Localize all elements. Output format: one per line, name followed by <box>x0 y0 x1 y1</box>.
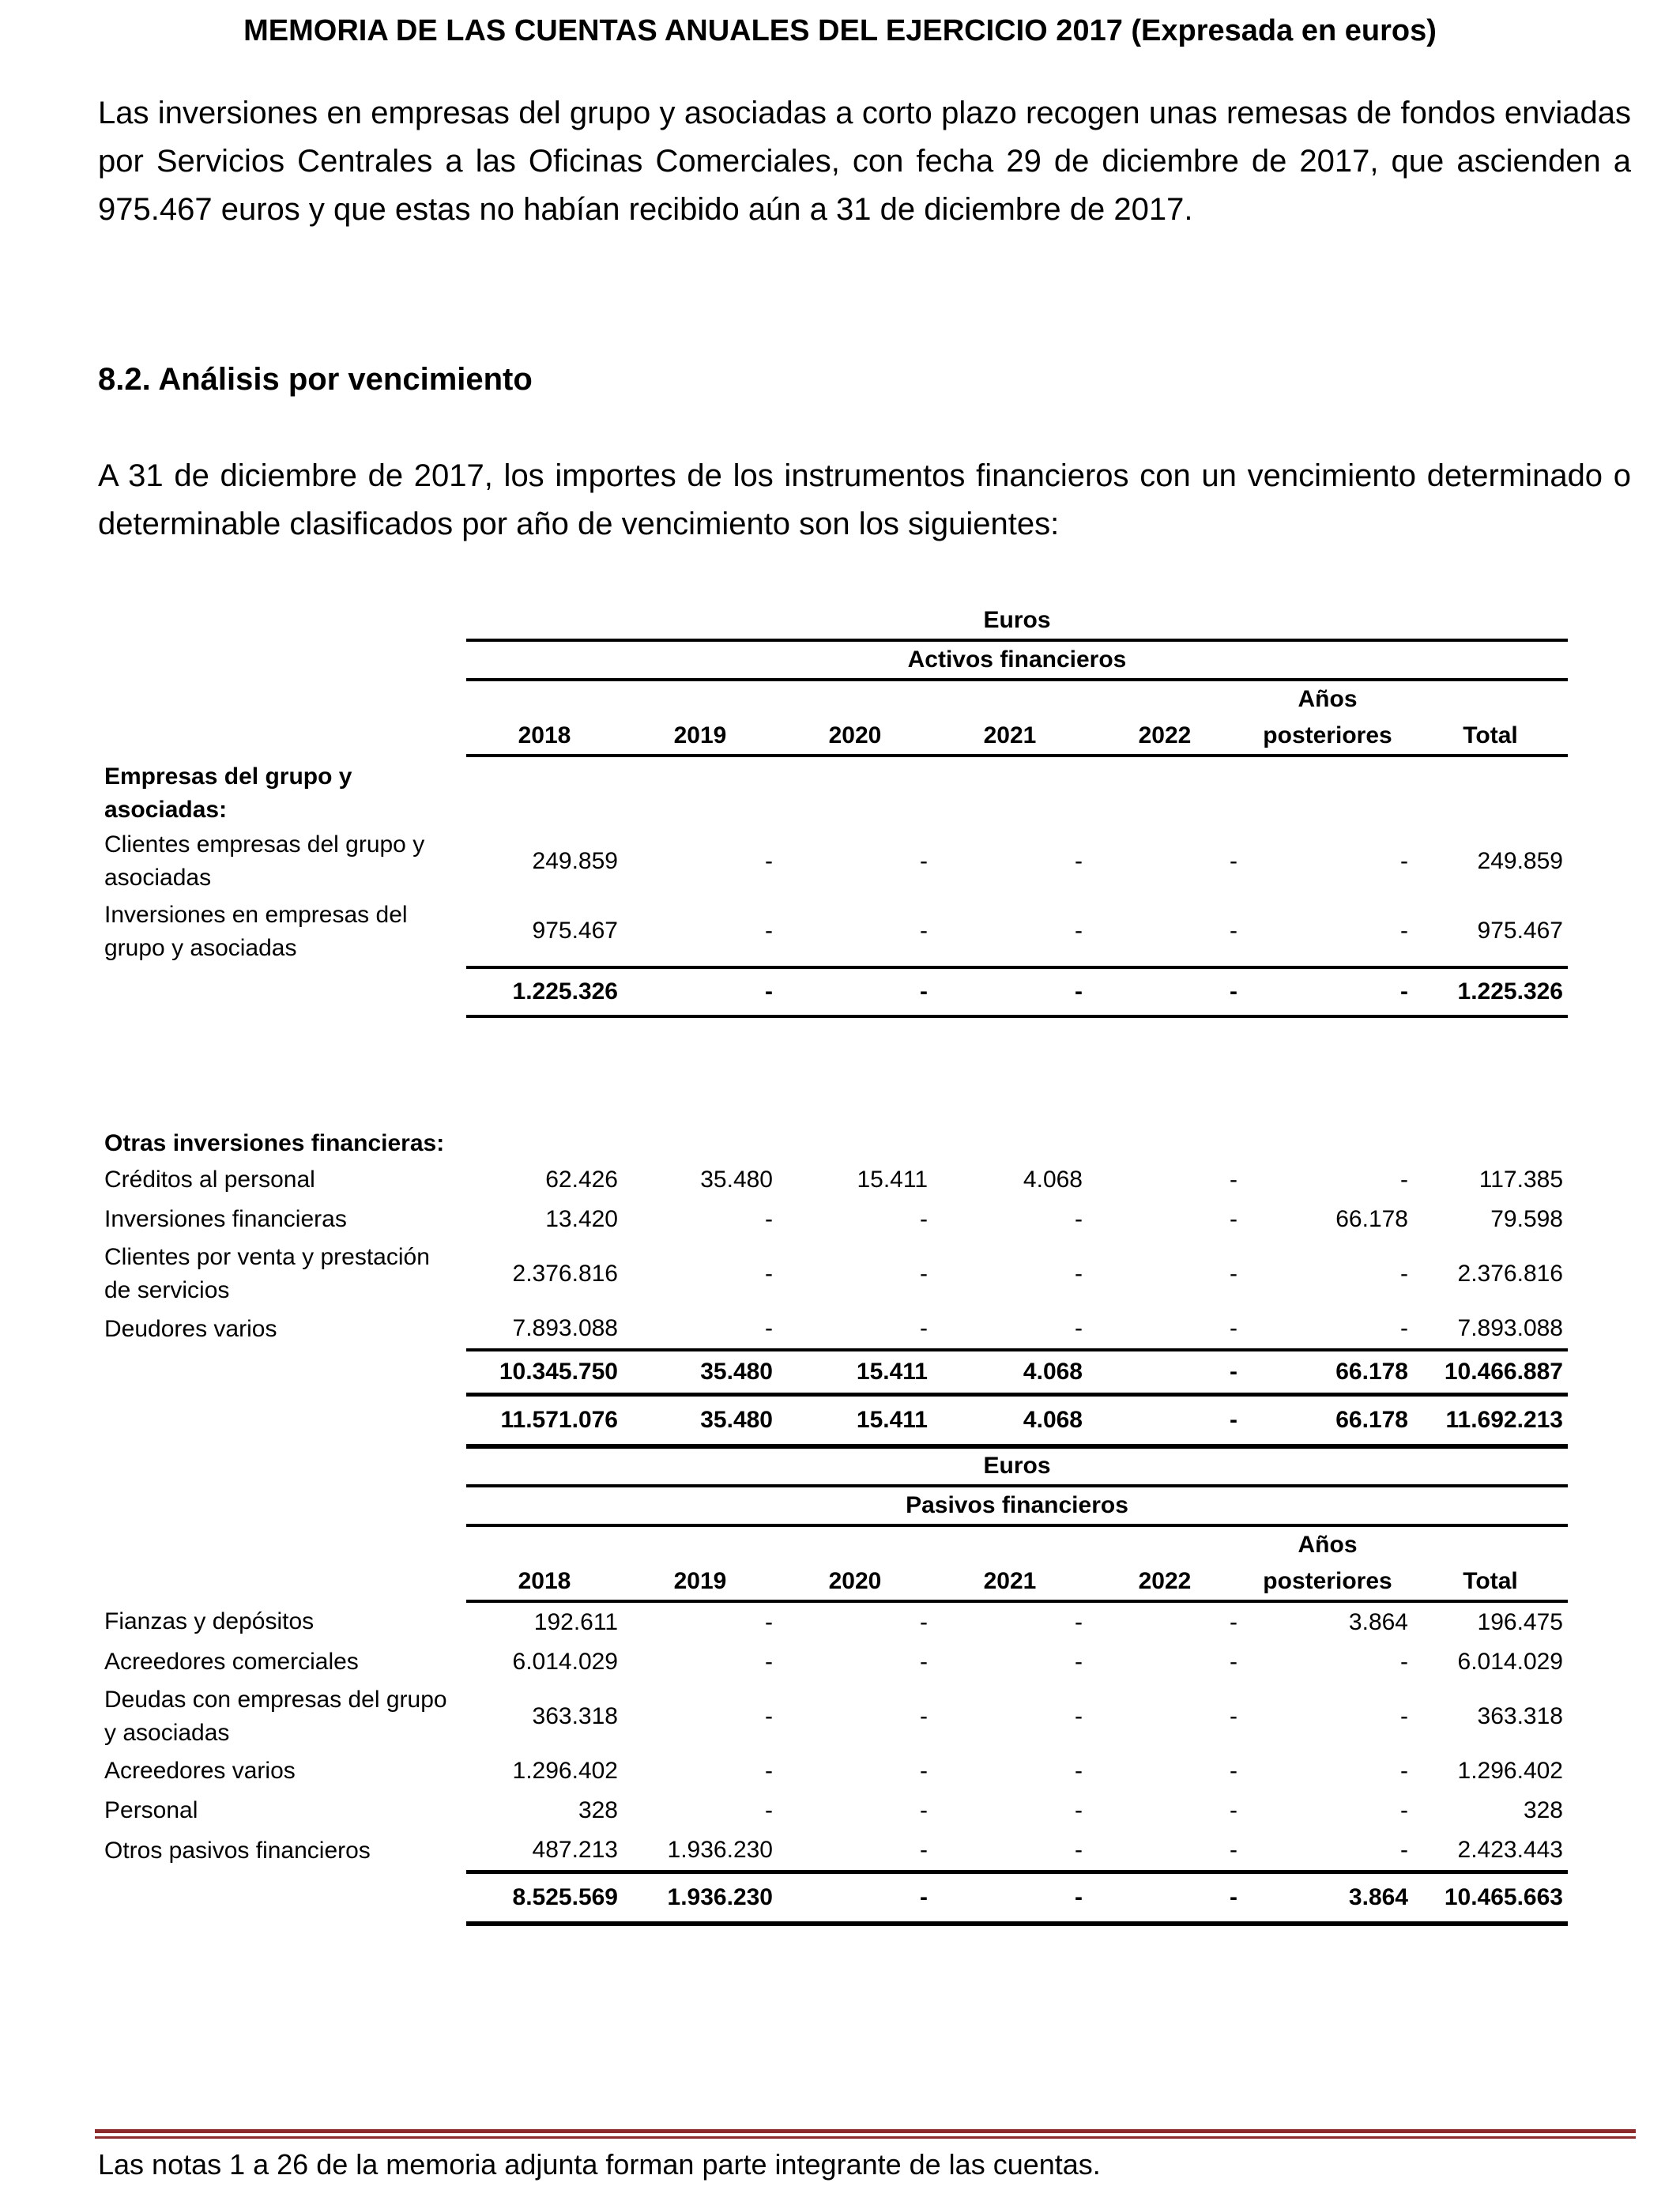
assets-header-posteriores: posteriores <box>1242 718 1413 756</box>
cell-2022: - <box>1230 1837 1237 1863</box>
cell-2022: - <box>1087 1872 1242 1924</box>
footer-divider-thin <box>95 2136 1636 2139</box>
cell-2022: - <box>1087 1395 1242 1447</box>
cell-2021: - <box>1075 1703 1083 1729</box>
assets-header-2020: 2020 <box>778 718 932 756</box>
cell-2022: - <box>1230 1703 1237 1729</box>
assets-header-anos: Años <box>1242 680 1413 718</box>
liabilities-header-2022: 2022 <box>1087 1563 1242 1601</box>
cell-2020: - <box>920 1703 928 1729</box>
row-label: Fianzas y depósitos <box>104 1608 315 1634</box>
cell-2019: - <box>765 1649 773 1675</box>
cell-2019: - <box>765 1758 773 1784</box>
cell-2022: - <box>1230 1206 1237 1232</box>
maturity-paragraph: A 31 de diciembre de 2017, los importes de los instrumentos financieros con un vencimiento determinado o determinable clasificados por año de vencimiento son los siguientes: <box>98 458 1631 541</box>
liabilities-header-2019: 2019 <box>623 1563 778 1601</box>
cell-later: - <box>1400 1261 1408 1287</box>
cell-2019: - <box>765 1797 773 1823</box>
cell-later: - <box>1400 1649 1408 1675</box>
cell-2022: - <box>1230 848 1237 874</box>
cell-2018: 6.014.029 <box>512 1649 618 1675</box>
cell-total: 11.692.213 <box>1413 1395 1568 1447</box>
cell-later: - <box>1400 1167 1408 1193</box>
row-label: Inversiones en empresas del grupo y asociadas <box>104 902 408 961</box>
cell-2021: - <box>932 967 1087 1016</box>
cell-later: 66.178 <box>1242 1395 1413 1447</box>
cell-2019: 35.480 <box>700 1167 773 1193</box>
cell-total: 2.423.443 <box>1457 1837 1563 1863</box>
cell-2018: 13.420 <box>545 1206 618 1232</box>
cell-2018: 1.225.326 <box>466 967 623 1016</box>
cell-total: 249.859 <box>1477 848 1563 874</box>
cell-2022: - <box>1087 967 1242 1016</box>
row-label: Otros pasivos financieros <box>104 1838 371 1864</box>
cell-later: - <box>1400 848 1408 874</box>
cell-2021: - <box>932 1872 1087 1924</box>
cell-2020: 15.411 <box>778 1395 932 1447</box>
table-row <box>98 1751 1568 1791</box>
row-label: Clientes empresas del grupo y asociadas <box>104 831 425 891</box>
subtotal-row <box>98 967 1568 1016</box>
row-label: Acreedores varios <box>104 1758 296 1784</box>
liabilities-header-anos: Años <box>1242 1525 1413 1563</box>
cell-later: - <box>1400 1837 1408 1863</box>
section-title: 8.2. Análisis por vencimiento <box>98 362 533 397</box>
cell-later: - <box>1242 967 1413 1016</box>
cell-2018: 363.318 <box>532 1703 618 1729</box>
assets-header-total: Total <box>1413 718 1568 756</box>
table-row <box>98 1682 1568 1751</box>
page-header-title: MEMORIA DE LAS CUENTAS ANUALES DEL EJERCICIO 2017 (Expresada en euros) <box>243 14 1437 47</box>
cell-later: 66.178 <box>1335 1206 1408 1232</box>
cell-2022: - <box>1087 1350 1242 1395</box>
footer-note: Las notas 1 a 26 de la memoria adjunta forman parte integrante de las cuentas. <box>98 2148 1101 2181</box>
cell-2018: 62.426 <box>545 1167 618 1193</box>
cell-later: - <box>1400 918 1408 944</box>
table-row <box>98 1309 1568 1350</box>
cell-2022: - <box>1230 918 1237 944</box>
cell-later: 3.864 <box>1348 1609 1408 1635</box>
cell-2018: 328 <box>578 1797 618 1823</box>
assets-header-2022: 2022 <box>1087 718 1242 756</box>
cell-2021: 4.068 <box>1023 1167 1083 1193</box>
row-label: Personal <box>104 1797 198 1823</box>
liabilities-header-posteriores: posteriores <box>1242 1563 1413 1601</box>
cell-2018: 10.345.750 <box>466 1350 623 1395</box>
row-label: Deudores varios <box>104 1316 277 1342</box>
cell-2018: 192.611 <box>533 1609 618 1635</box>
cell-2018: 11.571.076 <box>466 1395 623 1447</box>
cell-2019: 35.480 <box>623 1350 778 1395</box>
cell-later: - <box>1400 1758 1408 1784</box>
cell-later: 66.178 <box>1242 1350 1413 1395</box>
cell-2019: - <box>765 848 773 874</box>
cell-total: 328 <box>1523 1797 1563 1823</box>
table-row <box>98 1239 1568 1309</box>
cell-2019: 35.480 <box>623 1395 778 1447</box>
row-label: Créditos al personal <box>104 1167 315 1193</box>
cell-total: 79.598 <box>1490 1206 1563 1232</box>
table-row <box>98 1791 1568 1830</box>
subtotal-row <box>98 1350 1568 1395</box>
cell-2019: 1.936.230 <box>667 1837 773 1863</box>
liabilities-table <box>98 1448 1568 1926</box>
cell-total: 117.385 <box>1478 1167 1563 1193</box>
cell-2018: 249.859 <box>532 848 618 874</box>
liabilities-header-2020: 2020 <box>778 1563 932 1601</box>
row-label: Inversiones financieras <box>104 1206 347 1232</box>
cell-2021: - <box>1075 1837 1083 1863</box>
assets-group-header: Activos financieros <box>466 640 1568 680</box>
cell-2022: - <box>1230 1797 1237 1823</box>
section-title-group: Empresas del grupo y asociadas: <box>104 763 352 823</box>
cell-2022: - <box>1230 1609 1237 1635</box>
cell-total: 10.466.887 <box>1413 1350 1568 1395</box>
cell-total: 196.475 <box>1477 1609 1563 1635</box>
row-label: Deudas con empresas del grupo y asociadas <box>104 1687 447 1746</box>
table-row <box>98 1160 1568 1200</box>
total-row <box>98 1872 1568 1924</box>
cell-later: - <box>1400 1797 1408 1823</box>
cell-2019: - <box>765 1703 773 1729</box>
cell-2022: - <box>1230 1167 1237 1193</box>
table-row <box>98 827 1568 896</box>
table-row <box>98 1642 1568 1682</box>
cell-2020: 15.411 <box>857 1167 928 1193</box>
cell-2020: 15.411 <box>778 1350 932 1395</box>
cell-later: - <box>1400 1315 1408 1341</box>
cell-2019: - <box>623 967 778 1016</box>
cell-2021: 4.068 <box>932 1395 1087 1447</box>
cell-2019: - <box>765 1315 773 1341</box>
assets-header-2019: 2019 <box>623 718 778 756</box>
cell-2020: - <box>778 1872 932 1924</box>
cell-total: 975.467 <box>1477 918 1563 944</box>
cell-2020: - <box>920 1758 928 1784</box>
cell-total: 1.225.326 <box>1413 967 1568 1016</box>
assets-header-2018: 2018 <box>466 718 623 756</box>
cell-2021: - <box>1075 1758 1083 1784</box>
cell-2019: - <box>765 918 773 944</box>
cell-2022: - <box>1230 1758 1237 1784</box>
cell-2018: 7.893.088 <box>512 1315 618 1341</box>
cell-later: 3.864 <box>1242 1872 1413 1924</box>
cell-2021: 4.068 <box>932 1350 1087 1395</box>
cell-2021: - <box>1075 1609 1083 1635</box>
cell-2018: 1.296.402 <box>512 1758 618 1784</box>
table-row <box>98 896 1568 967</box>
cell-2022: - <box>1230 1649 1237 1675</box>
cell-2020: - <box>920 1261 928 1287</box>
table-row <box>98 1601 1568 1642</box>
section-title-other: Otras inversiones financieras: <box>104 1130 445 1156</box>
intro-paragraph: Las inversiones en empresas del grupo y asociadas a corto plazo recogen unas remesas de fondos enviadas por Servicios Centrales a las Oficinas Comerciales, con fecha 29 de diciembre de 2017, que ascienden a 975.467 euros y que estas no habían recibido aún a 31 de diciembre de 2017. <box>98 96 1631 227</box>
assets-table <box>98 602 1568 1449</box>
cell-2022: - <box>1230 1315 1237 1341</box>
cell-2020: - <box>920 1609 928 1635</box>
table-row <box>98 1830 1568 1872</box>
cell-2020: - <box>920 848 928 874</box>
cell-total: 6.014.029 <box>1457 1649 1563 1675</box>
cell-2018: 487.213 <box>532 1837 618 1863</box>
cell-2021: - <box>1075 1797 1083 1823</box>
assets-header-2021: 2021 <box>932 718 1087 756</box>
cell-2020: - <box>920 1315 928 1341</box>
total-row <box>98 1395 1568 1447</box>
footer-divider <box>95 2129 1636 2133</box>
cell-total: 7.893.088 <box>1457 1315 1563 1341</box>
liabilities-header-2018: 2018 <box>466 1563 623 1601</box>
cell-2021: - <box>1075 1206 1083 1232</box>
cell-2019: 1.936.230 <box>623 1872 778 1924</box>
table-row <box>98 1200 1568 1239</box>
cell-2018: 2.376.816 <box>512 1261 618 1287</box>
cell-2021: - <box>1075 918 1083 944</box>
cell-2019: - <box>765 1609 773 1635</box>
cell-2018: 975.467 <box>532 918 618 944</box>
liabilities-header-2021: 2021 <box>932 1563 1087 1601</box>
cell-2021: - <box>1075 1649 1083 1675</box>
assets-currency-header: Euros <box>983 607 1051 633</box>
cell-2019: - <box>765 1261 773 1287</box>
cell-2020: - <box>920 918 928 944</box>
cell-2018: 8.525.569 <box>466 1872 623 1924</box>
row-label: Clientes por venta y prestación de servicios <box>104 1244 430 1303</box>
cell-later: - <box>1400 1703 1408 1729</box>
cell-2021: - <box>1075 848 1083 874</box>
cell-2020: - <box>920 1206 928 1232</box>
cell-2020: - <box>920 1837 928 1863</box>
liabilities-currency-header: Euros <box>983 1453 1051 1479</box>
cell-2021: - <box>1075 1261 1083 1287</box>
liabilities-group-header: Pasivos financieros <box>466 1486 1568 1525</box>
liabilities-header-total: Total <box>1413 1563 1568 1601</box>
cell-total: 1.296.402 <box>1457 1758 1563 1784</box>
cell-2022: - <box>1230 1261 1237 1287</box>
cell-2020: - <box>920 1649 928 1675</box>
cell-total: 10.465.663 <box>1413 1872 1568 1924</box>
cell-total: 2.376.816 <box>1457 1261 1563 1287</box>
cell-2019: - <box>765 1206 773 1232</box>
cell-2021: - <box>1075 1315 1083 1341</box>
row-label: Acreedores comerciales <box>104 1649 359 1675</box>
cell-2020: - <box>920 1797 928 1823</box>
cell-total: 363.318 <box>1477 1703 1563 1729</box>
cell-2020: - <box>778 967 932 1016</box>
